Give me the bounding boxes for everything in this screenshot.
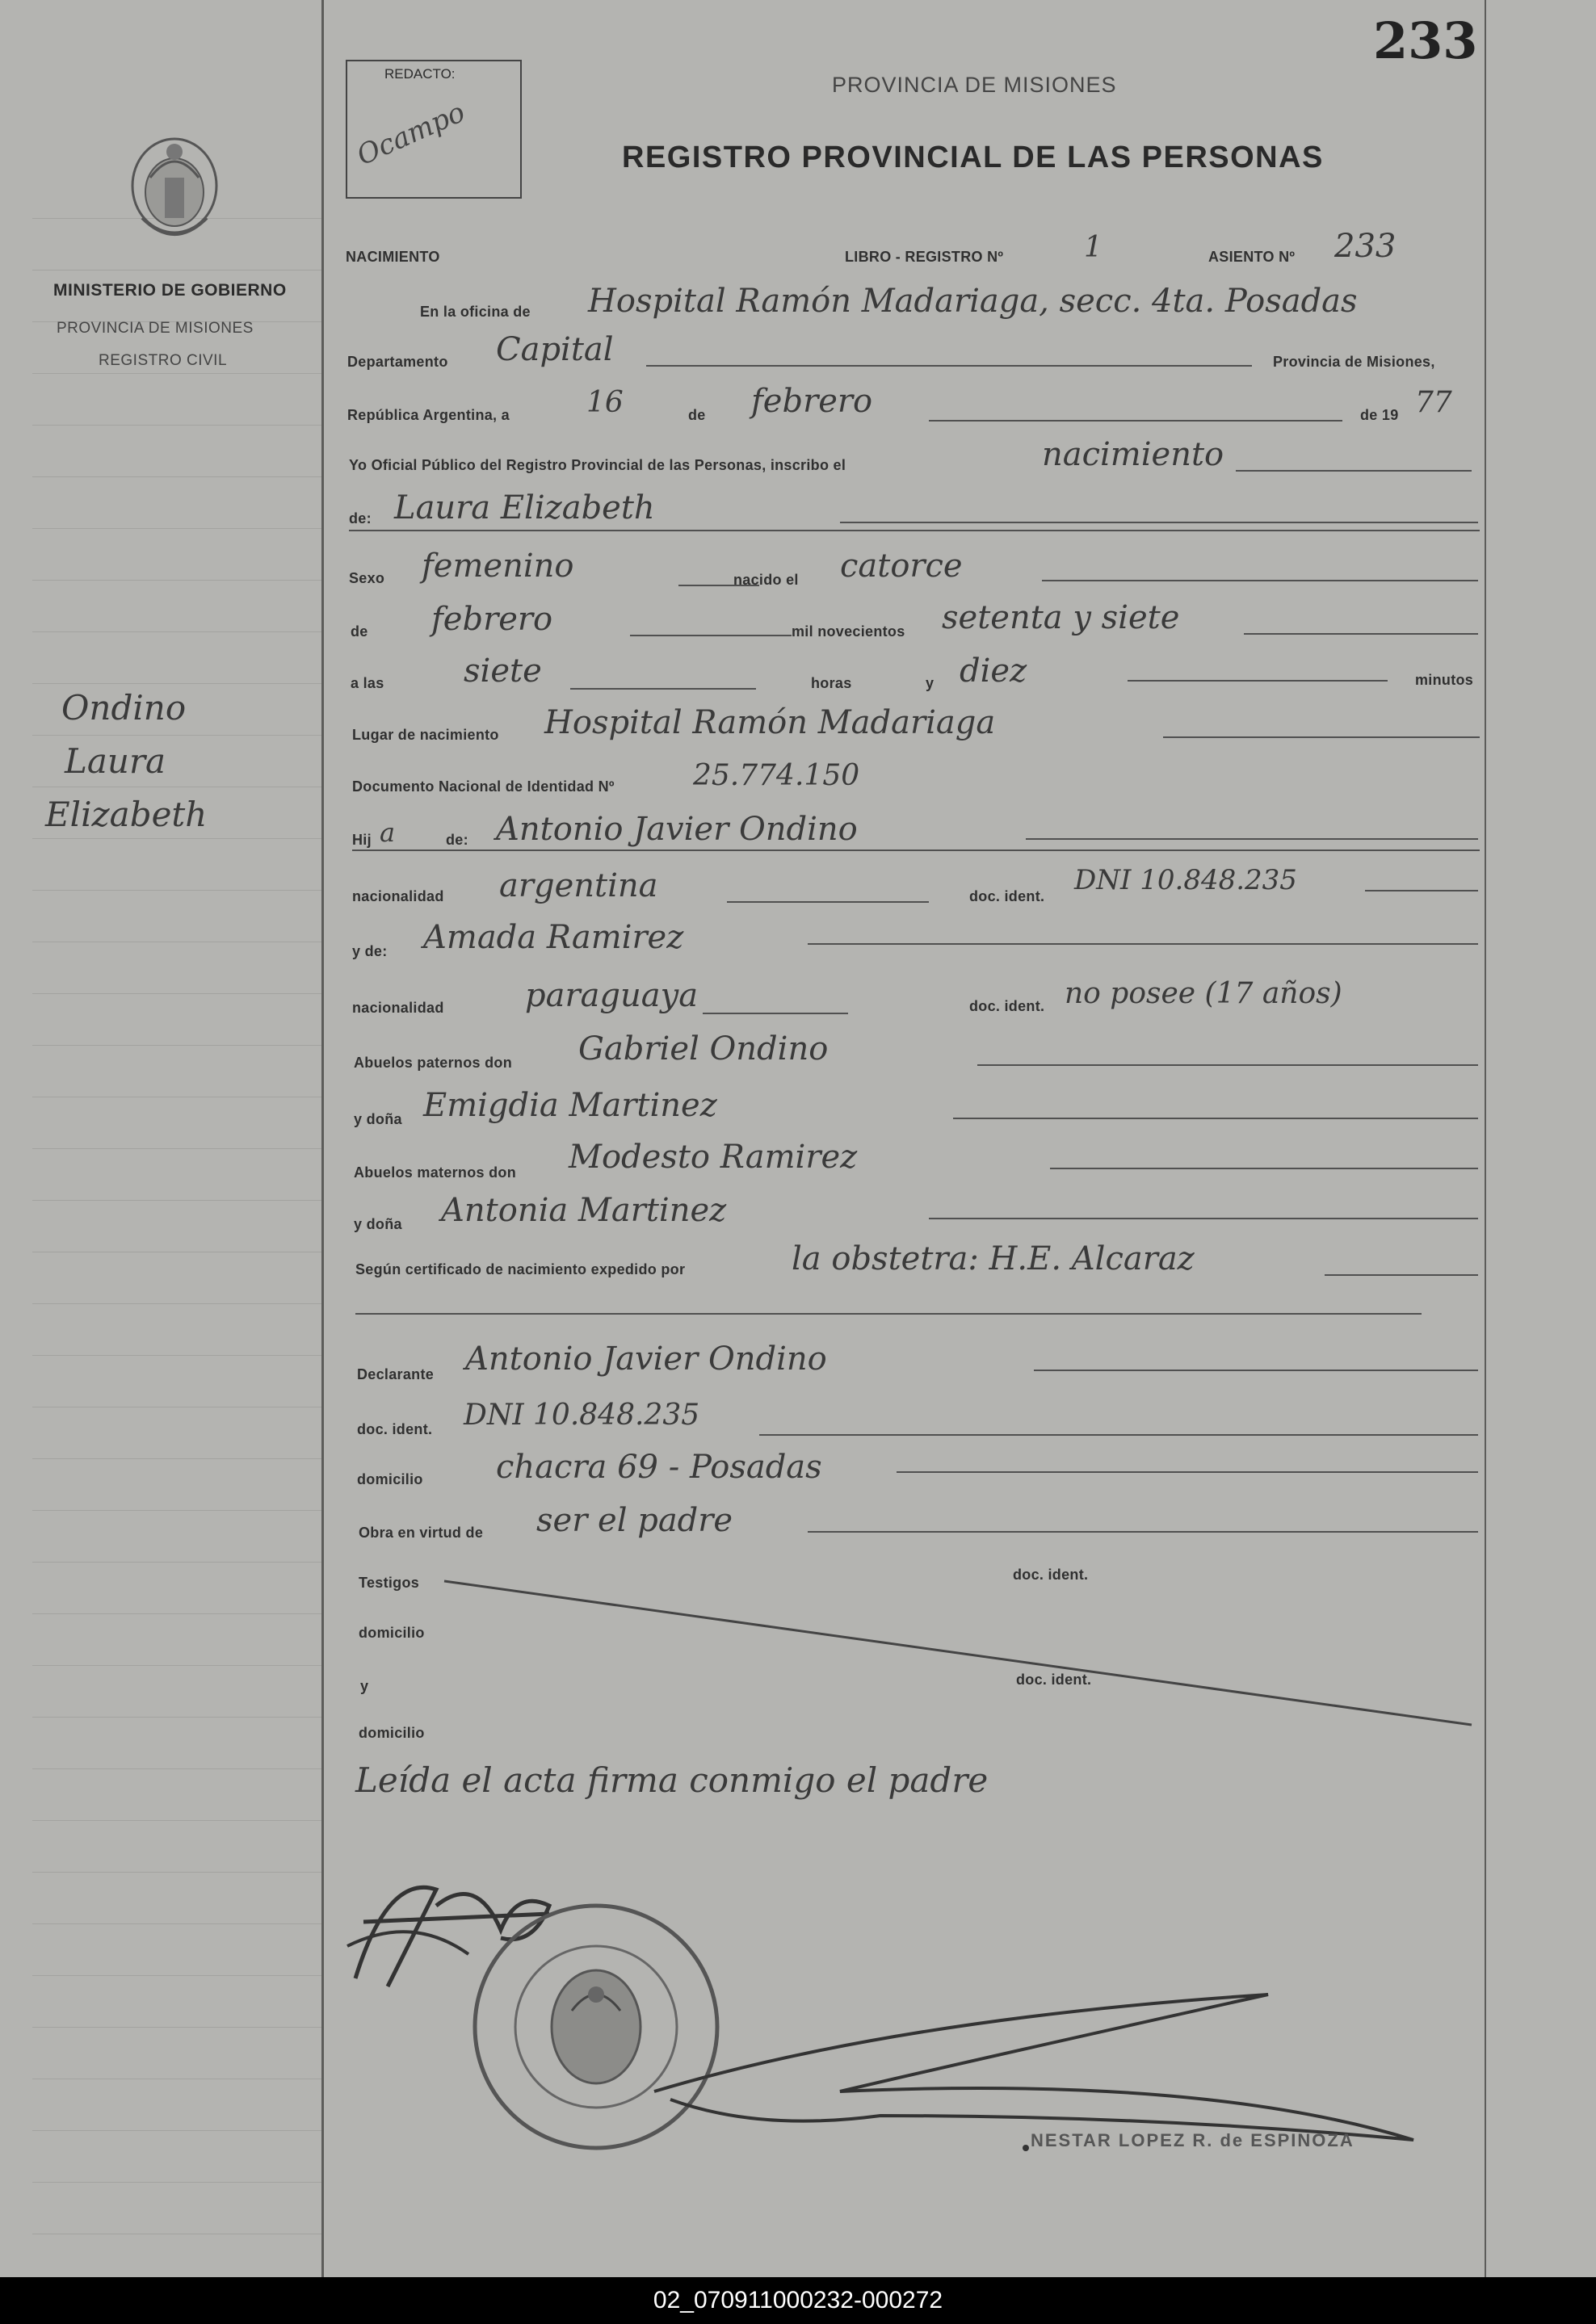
doc-padre-value: DNI 10.848.235 (1074, 864, 1297, 896)
province-subtitle: PROVINCIA DE MISIONES (57, 320, 254, 337)
nacido-value: catorce (840, 547, 963, 585)
oficina-label: En la oficina de (420, 304, 531, 320)
republica-label: República Argentina, a (347, 407, 510, 423)
redacto-signature: Ocampo (351, 95, 470, 173)
doc-padre-line (1365, 890, 1478, 891)
abuela-pat-line (953, 1118, 1478, 1119)
margin-rule (32, 890, 323, 891)
hija-de-label: de: (446, 832, 468, 848)
margin-rule (32, 528, 323, 529)
hija-suffix: a (380, 817, 396, 848)
testigos-label: Testigos (359, 1575, 420, 1591)
abuela-mat-line (929, 1218, 1478, 1219)
doc-test2-label: doc. ident. (1016, 1672, 1092, 1688)
doc-padre-label: doc. ident. (969, 888, 1045, 904)
padre-line2 (352, 849, 1480, 851)
margin-rule (32, 1665, 323, 1666)
provincia-label: Provincia de Misiones, (1273, 354, 1435, 370)
header-title: REGISTRO PROVINCIAL DE LAS PERSONAS (622, 141, 1324, 174)
abuelo-pat-line (977, 1064, 1478, 1066)
margin-rule (32, 1975, 323, 1976)
obra-line (808, 1531, 1478, 1533)
y-label: y (926, 675, 934, 691)
hija-label: Hij (352, 832, 372, 848)
nombre-line2 (349, 530, 1480, 531)
margin-rule (32, 476, 323, 477)
abuela-mat-value: Antonia Martinez (441, 1192, 727, 1229)
obra-value: ser el padre (536, 1502, 733, 1539)
margin-line (321, 0, 324, 2277)
min-line (1128, 680, 1388, 682)
coat-of-arms-icon (118, 129, 231, 266)
horas-label: horas (811, 675, 852, 691)
margin-note-name1: Laura (65, 741, 166, 781)
madre-value: Amada Ramirez (423, 919, 684, 956)
nac-padre-line (727, 901, 929, 903)
departamento-line (646, 365, 1252, 367)
margin-rule (32, 373, 323, 374)
ydona-pat-label: y doña (354, 1111, 402, 1127)
mes-nac-value: febrero (431, 601, 553, 638)
declarante-line (1034, 1370, 1478, 1371)
segun-line2 (355, 1313, 1422, 1315)
margin-rule (32, 425, 323, 426)
departamento-value: Capital (496, 331, 614, 368)
margin-rule (32, 1768, 323, 1769)
margin-rule (32, 838, 323, 839)
margin-note-surname: Ondino (61, 688, 187, 728)
segun-line (1325, 1274, 1478, 1276)
margin-rule (32, 1923, 323, 1924)
nac-padre-label: nacionalidad (352, 888, 444, 904)
margin-rule (32, 2027, 323, 2028)
margin-rule (32, 1458, 323, 1459)
abuelo-mat-line (1050, 1168, 1478, 1169)
margin-rule (32, 1303, 323, 1304)
margin-rule (32, 993, 323, 994)
right-margin-line (1485, 0, 1486, 2277)
alas-label: a las (351, 675, 384, 691)
image-caption: 02_070911000232-000272 (0, 2277, 1596, 2324)
abuela-pat-value: Emigdia Martinez (423, 1087, 717, 1124)
abuelo-mat-value: Modesto Ramirez (569, 1139, 858, 1176)
libro-label: LIBRO - REGISTRO Nº (845, 249, 1004, 265)
margin-rule (32, 683, 323, 684)
oficial-label: Yo Oficial Público del Registro Provincial de las Personas, inscribo el (349, 457, 846, 473)
nac-madre-value: paraguaya (525, 977, 699, 1014)
oficial-value: nacimiento (1042, 436, 1224, 473)
nac-madre-label: nacionalidad (352, 1000, 444, 1016)
segun-label: Según certificado de nacimiento expedido por (355, 1261, 686, 1277)
abuelo-pat-value: Gabriel Ondino (578, 1030, 829, 1068)
asiento-value: 233 (1334, 228, 1396, 265)
domicilio-label: domicilio (357, 1471, 423, 1487)
oficina-value: Hospital Ramón Madariaga, secc. 4ta. Posadas (588, 283, 1358, 320)
yde-label: y de: (352, 943, 388, 959)
margin-note-name2: Elizabeth (45, 795, 208, 834)
lugar-line (1163, 736, 1480, 738)
nacido-line (1042, 580, 1478, 581)
sexo-label: Sexo (349, 570, 385, 586)
mes-line (929, 420, 1342, 422)
margin-rule (32, 1717, 323, 1718)
doc-test-label: doc. ident. (1013, 1567, 1089, 1583)
ydona-mat-label: y doña (354, 1216, 402, 1232)
doc-decl-label: doc. ident. (357, 1421, 433, 1437)
margin-rule (32, 1820, 323, 1821)
madre-line (808, 943, 1478, 945)
margin-rule (32, 2182, 323, 2183)
mes-nac-line (630, 635, 792, 636)
redacto-box (346, 60, 522, 199)
margin-rule (32, 1510, 323, 1511)
dni-value: 25.774.150 (693, 759, 860, 792)
domicilio2-label: domicilio (359, 1625, 425, 1641)
padre-line (1026, 838, 1478, 840)
anio-nac-line (1244, 633, 1478, 635)
domicilio-line (897, 1471, 1478, 1473)
declarante-label: Declarante (357, 1366, 435, 1382)
de2-label: de: (349, 510, 372, 526)
de3-label: de (351, 623, 368, 640)
mes-value: febrero (751, 383, 873, 420)
obra-label: Obra en virtud de (359, 1525, 484, 1541)
sexo-value: femenino (422, 547, 574, 585)
margin-rule (32, 631, 323, 632)
libro-value: 1 (1084, 231, 1102, 264)
margin-rule (32, 1562, 323, 1563)
margin-rule (32, 1872, 323, 1873)
minutos-label: minutos (1415, 672, 1474, 688)
domicilio3-label: domicilio (359, 1725, 425, 1741)
margin-rule (32, 1355, 323, 1356)
footer-stamp: NESTAR LOPEZ R. de ESPINOZA (1031, 2130, 1354, 2150)
header-province: PROVINCIA DE MISIONES (832, 73, 1117, 97)
dni-label: Documento Nacional de Identidad Nº (352, 778, 615, 795)
anio-label: de 19 (1360, 407, 1399, 423)
doc-madre-label: doc. ident. (969, 998, 1045, 1014)
margin-rule (32, 270, 323, 271)
nacimiento-label: NACIMIENTO (346, 249, 440, 265)
margin-rule (32, 2130, 323, 2131)
nac-madre-line (703, 1013, 848, 1014)
margin-rule (32, 1200, 323, 1201)
dia-value: 16 (586, 386, 624, 419)
doc-decl-value: DNI 10.848.235 (464, 1399, 700, 1432)
lugar-label: Lugar de nacimiento (352, 727, 499, 743)
leida-value: Leída el acta firma conmigo el padre (355, 1760, 989, 1800)
declarante-value: Antonio Javier Ondino (465, 1340, 827, 1378)
min-value: diez (960, 652, 1027, 690)
margin-rule (32, 1613, 323, 1614)
y2-label: y (360, 1678, 369, 1694)
departamento-label: Departamento (347, 354, 448, 370)
margin-rule (32, 1148, 323, 1149)
anio-value: 77 (1415, 386, 1452, 419)
nacido-label: nacido el (733, 572, 799, 588)
abuelos-mat-label: Abuelos maternos don (354, 1164, 517, 1181)
de-label: de (688, 407, 706, 423)
domicilio-value: chacra 69 - Posadas (496, 1449, 822, 1486)
padre-value: Antonio Javier Ondino (496, 811, 858, 848)
abuelos-pat-label: Abuelos paternos don (354, 1055, 513, 1071)
strike-line (436, 1575, 1486, 1736)
redacto-label: REDACTO: (384, 66, 456, 82)
mil-label: mil novecientos (792, 623, 905, 640)
oficial-line (1236, 470, 1472, 472)
page-number: 233 (1373, 11, 1478, 70)
anio-nac-value: setenta y siete (942, 599, 1180, 636)
nombre-line (840, 522, 1478, 523)
margin-rule (32, 735, 323, 736)
nac-padre-value: argentina (499, 867, 658, 904)
lugar-value: Hospital Ramón Madariaga (544, 704, 996, 741)
hora-line (570, 688, 756, 690)
nombre-value: Laura Elizabeth (394, 489, 655, 526)
margin-rule (32, 580, 323, 581)
ministry-title: MINISTERIO DE GOBIERNO (53, 281, 287, 300)
office-subtitle: REGISTRO CIVIL (99, 352, 228, 369)
doc-decl-line (759, 1434, 1478, 1436)
hora-value: siete (464, 652, 542, 690)
doc-madre-value: no posee (17 años) (1065, 977, 1342, 1010)
margin-rule (32, 1045, 323, 1046)
segun-value: la obstetra: H.E. Alcaraz (792, 1240, 1195, 1277)
asiento-label: ASIENTO Nº (1208, 249, 1296, 265)
